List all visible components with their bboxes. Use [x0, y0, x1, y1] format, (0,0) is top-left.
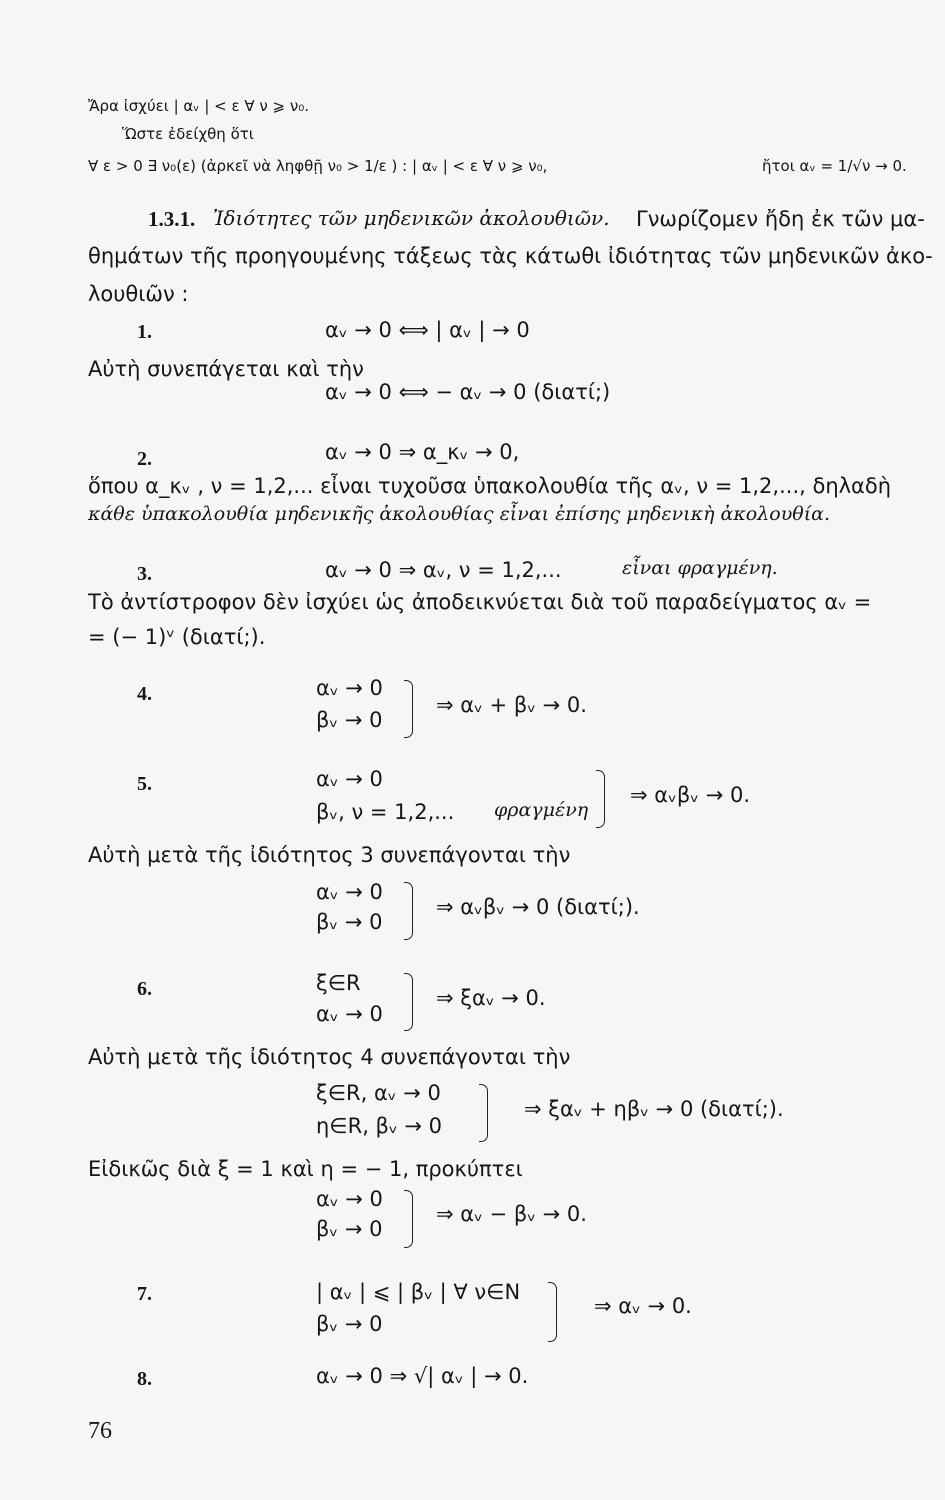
- formula: ξ∈R: [316, 971, 361, 995]
- curly-brace: [404, 882, 413, 940]
- formula: αᵥ → 0 ⇒ √| αᵥ | → 0.: [316, 1364, 529, 1388]
- formula-italic: εἶναι φραγμένη.: [622, 557, 778, 579]
- formula: αᵥ → 0: [316, 1002, 383, 1026]
- formula: αᵥ → 0: [316, 767, 383, 791]
- property-number: 8.: [137, 1368, 152, 1390]
- formula: ⇒ αᵥ → 0.: [594, 1294, 692, 1318]
- property-number: 1.: [137, 321, 152, 343]
- formula: ⇒ αᵥβᵥ → 0 (διατί;).: [436, 895, 640, 919]
- paragraph-line: κάθε ὑπακολουθία μηδενικῆς ἀκολουθίας εἶναι ἐπίσης μηδενικὴ ἀκολουθία.: [88, 503, 831, 525]
- formula: βᵥ → 0: [316, 1217, 383, 1241]
- curly-brace: [479, 1084, 488, 1142]
- paragraph-line: Τὸ ἀντίστροφον δὲν ἰσχύει ὡς ἀποδεικνύεται διὰ τοῦ παραδείγματος αᵥ =: [88, 590, 872, 614]
- formula: βᵥ → 0: [316, 1312, 383, 1336]
- formula: ⇒ ξαᵥ + ηβᵥ → 0 (διατί;).: [524, 1097, 784, 1121]
- formula: | αᵥ | ⩽ | βᵥ | ∀ ν∈N: [316, 1280, 521, 1304]
- formula: αᵥ → 0: [316, 1187, 383, 1211]
- formula-line: ἤτοι αᵥ = 1/√ν → 0.: [762, 157, 907, 175]
- formula: ⇒ αᵥ − βᵥ → 0.: [436, 1202, 587, 1226]
- formula: βᵥ → 0: [316, 708, 383, 732]
- paragraph-line: Αὐτὴ μετὰ τῆς ἰδιότητος 3 συνεπάγονται τὴν: [88, 843, 571, 867]
- paragraph-line: Γνωρίζομεν ἤδη ἐκ τῶν μα-: [636, 207, 925, 231]
- property-number: 4.: [137, 683, 152, 705]
- paragraph-line: Αὐτὴ μετὰ τῆς ἰδιότητος 4 συνεπάγονται τὴν: [88, 1045, 571, 1069]
- formula: βᵥ, ν = 1,2,...: [316, 800, 455, 824]
- curly-brace: [404, 973, 413, 1031]
- paragraph-line: = (− 1)ᵛ (διατί;).: [88, 625, 266, 649]
- formula: αᵥ → 0 ⟺ − αᵥ → 0 (διατί;): [325, 380, 611, 404]
- section-title: Ἰδιότητες τῶν μηδενικῶν ἀκολουθιῶν.: [213, 206, 610, 230]
- paragraph-line: λουθιῶν :: [88, 282, 189, 306]
- page-number: 76: [88, 1418, 112, 1444]
- curly-brace: [548, 1282, 557, 1342]
- section-number: 1.3.1.: [148, 207, 196, 231]
- formula: αᵥ → 0 ⇒ α_κᵥ → 0,: [325, 440, 520, 464]
- formula: αᵥ → 0: [316, 676, 383, 700]
- paragraph-line: ὅπου α_κᵥ , ν = 1,2,... εἶναι τυχοῦσα ὑπακολουθία τῆς αᵥ, ν = 1,2,..., δηλαδὴ: [88, 474, 892, 498]
- formula-line: ∀ ε > 0 ∃ ν₀(ε) (ἀρκεῖ νὰ ληφθῇ ν₀ > 1/ε ) : | αᵥ | < ε ∀ ν ⩾ ν₀,: [88, 157, 548, 175]
- text-line: Ὥστε ἐδείχθη ὅτι: [122, 125, 254, 143]
- formula: βᵥ → 0: [316, 910, 383, 934]
- formula: ⇒ ξαᵥ → 0.: [436, 986, 546, 1010]
- paragraph-line: θημάτων τῆς προηγουμένης τάξεως τὰς κάτωθι ἰδιότητας τῶν μηδενικῶν ἀκο-: [88, 244, 933, 268]
- curly-brace: [404, 680, 413, 738]
- property-number: 7.: [137, 1283, 152, 1305]
- formula: αᵥ → 0: [316, 880, 383, 904]
- property-number: 2.: [137, 448, 152, 470]
- paragraph-line: Αὐτὴ συνεπάγεται καὶ τὴν: [88, 357, 364, 381]
- property-number: 6.: [137, 978, 152, 1000]
- property-number: 5.: [137, 773, 152, 795]
- curly-brace: [596, 770, 605, 828]
- property-number: 3.: [137, 563, 152, 585]
- paragraph-line: Εἰδικῶς διὰ ξ = 1 καὶ η = − 1, προκύπτει: [88, 1157, 523, 1181]
- text-line: Ἄρα ἰσχύει | αᵥ | < ε ∀ ν ⩾ ν₀.: [88, 97, 310, 115]
- formula: ξ∈R, αᵥ → 0: [316, 1081, 441, 1105]
- formula: η∈R, βᵥ → 0: [316, 1114, 443, 1138]
- formula-italic: φραγμένη: [494, 799, 589, 821]
- formula: αᵥ → 0 ⟺ | αᵥ | → 0: [325, 318, 530, 342]
- formula: ⇒ αᵥ + βᵥ → 0.: [436, 693, 587, 717]
- curly-brace: [404, 1190, 413, 1248]
- formula: αᵥ → 0 ⇒ αᵥ, ν = 1,2,...: [325, 558, 562, 582]
- formula: ⇒ αᵥβᵥ → 0.: [630, 783, 751, 807]
